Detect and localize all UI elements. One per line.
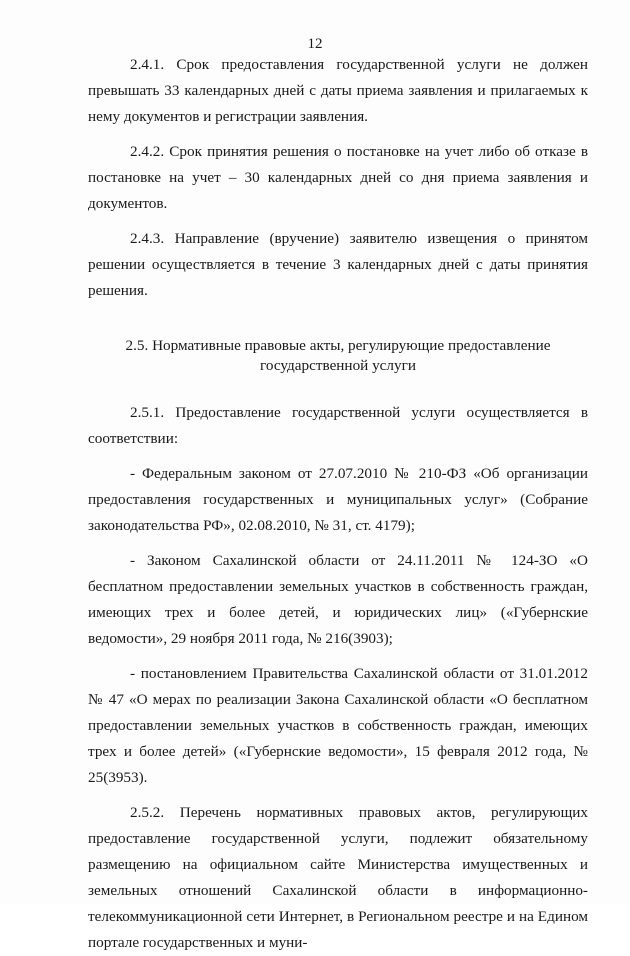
list-item-federal-law: - Федеральным законом от 27.07.2010 № 210-ФЗ «Об организации предоставления государственных и муниципальных услуг» (Собрание законодательства РФ», 02.08.2010, № 31, ст. 4179);	[88, 465, 588, 534]
paragraph-2-5-1: 2.5.1. Предоставление государственной услуги осуществляется в соответствии:	[88, 404, 588, 447]
list-item-government-resolution: - постановлением Правительства Сахалинской области от 31.01.2012 № 47 «О мерах по реализации Закона Сахалинской области «О бесплатном предоставлении земельных участков в собственность граждан, имеющих трех и более детей» («Губернские ведомости», 15 февраля 2012 года, № 25(3953).	[88, 665, 588, 786]
section-heading-line-1: 2.5. Нормативные правовые акты, регулирующие предоставление	[125, 337, 551, 354]
document-body	[88, 52, 588, 956]
section-heading-line-2: государственной услуги	[260, 357, 416, 374]
list-item-regional-law: - Законом Сахалинской области от 24.11.2011 № 124-ЗО «О бесплатном предоставлении земельных участков в собственность граждан, имеющих трех и более детей, и юридических лиц» («Губернские ведомости», 29 ноября 2011 года, № 216(3903);	[88, 552, 588, 647]
page-number: 12	[307, 36, 323, 52]
paragraph-2-4-3: 2.4.3. Направление (вручение) заявителю извещения о принятом решении осуществляется в течение 3 календарных дней с даты принятия решения.	[88, 230, 588, 299]
section-heading-2-5	[88, 336, 588, 376]
paragraph-2-4-2: 2.4.2. Срок принятия решения о постановке на учет либо об отказе в постановке на учет – 30 календарных дней со дня приема заявления и документов.	[88, 143, 588, 212]
paragraph-2-5-2: 2.5.2. Перечень нормативных правовых актов, регулирующих предоставление государственной услуги, подлежит обязательному размещению на официальном сайте Министерства имущественных и земельных отношений Сахалинской области в информационно-телекоммуникационной сети Интернет, в Региональном реестре и на Едином портале государственных и муни-	[88, 804, 588, 951]
paragraph-2-4-1: 2.4.1. Срок предоставления государственной услуги не должен превышать 33 календарных дней с даты приема заявления и прилагаемых к нему документов и регистрации заявления.	[88, 56, 588, 125]
